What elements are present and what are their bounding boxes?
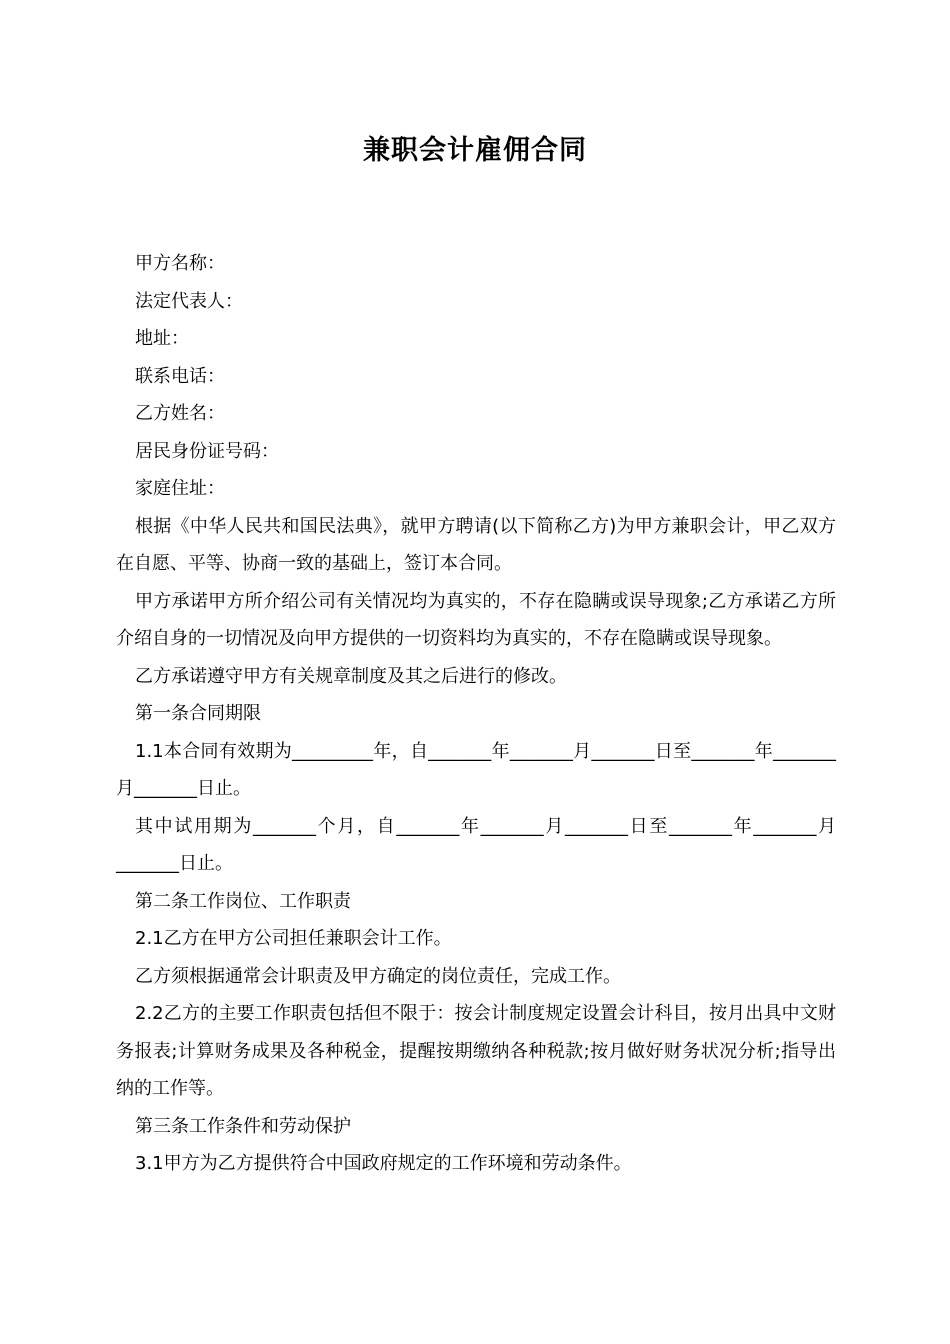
clause-3-1: 3.1甲方为乙方提供符合中国政府规定的工作环境和劳动条件。 xyxy=(135,1153,632,1174)
article-1-heading: 第一条合同期限 xyxy=(135,703,261,724)
document-title: 兼职会计雇佣合同 xyxy=(363,135,587,166)
home-address-field: 家庭住址： xyxy=(135,478,225,499)
duty-paragraph: 乙方须根据通常会计职责及甲方确定的岗位责任，完成工作。 xyxy=(135,965,621,987)
probation-clause: 其中试用期为_______个月，自_______年_______月_______日至_______年_______月_______日止。 xyxy=(116,815,836,874)
clause-2-2: 2.2乙方的主要工作职责包括但不限于：按会计制度规定设置会计科目，按月出具中文财务报表;计算财务成果及各种税金，提醒按期缴纳各种税款;按月做好财务状况分析;指导出纳的工作等。 xyxy=(116,1003,836,1099)
party-a-name-field: 甲方名称： xyxy=(135,253,225,274)
preamble-paragraph: 根据《中华人民共和国民法典》，就甲方聘请(以下简称乙方)为甲方兼职会计，甲乙双方在自愿、平等、协商一致的基础上，签订本合同。 xyxy=(116,515,836,574)
phone-field: 联系电话： xyxy=(135,365,225,387)
clause-2-1: 2.1乙方在甲方公司担任兼职会计工作。 xyxy=(135,928,452,949)
article-3-heading: 第三条工作条件和劳动保护 xyxy=(135,1115,351,1137)
id-number-field: 居民身份证号码： xyxy=(135,440,279,462)
party-b-name-field: 乙方姓名： xyxy=(135,403,225,424)
commitment-paragraph: 甲方承诺甲方所介绍公司有关情况均为真实的，不存在隐瞒或误导现象;乙方承诺乙方所介绍自身的一切情况及向甲方提供的一切资料均为真实的，不存在隐瞒或误导现象。 xyxy=(116,590,836,649)
address-field: 地址： xyxy=(135,328,189,349)
document-body xyxy=(116,245,836,1183)
article-2-heading: 第二条工作岗位、工作职责 xyxy=(135,890,351,912)
clause-1-1: 1.1本合同有效期为_________年，自_______年_______月_______日至_______年_______月_______日止。 xyxy=(116,740,836,799)
legal-representative-field: 法定代表人： xyxy=(135,290,243,312)
rules-paragraph: 乙方承诺遵守甲方有关规章制度及其之后进行的修改。 xyxy=(135,665,567,687)
